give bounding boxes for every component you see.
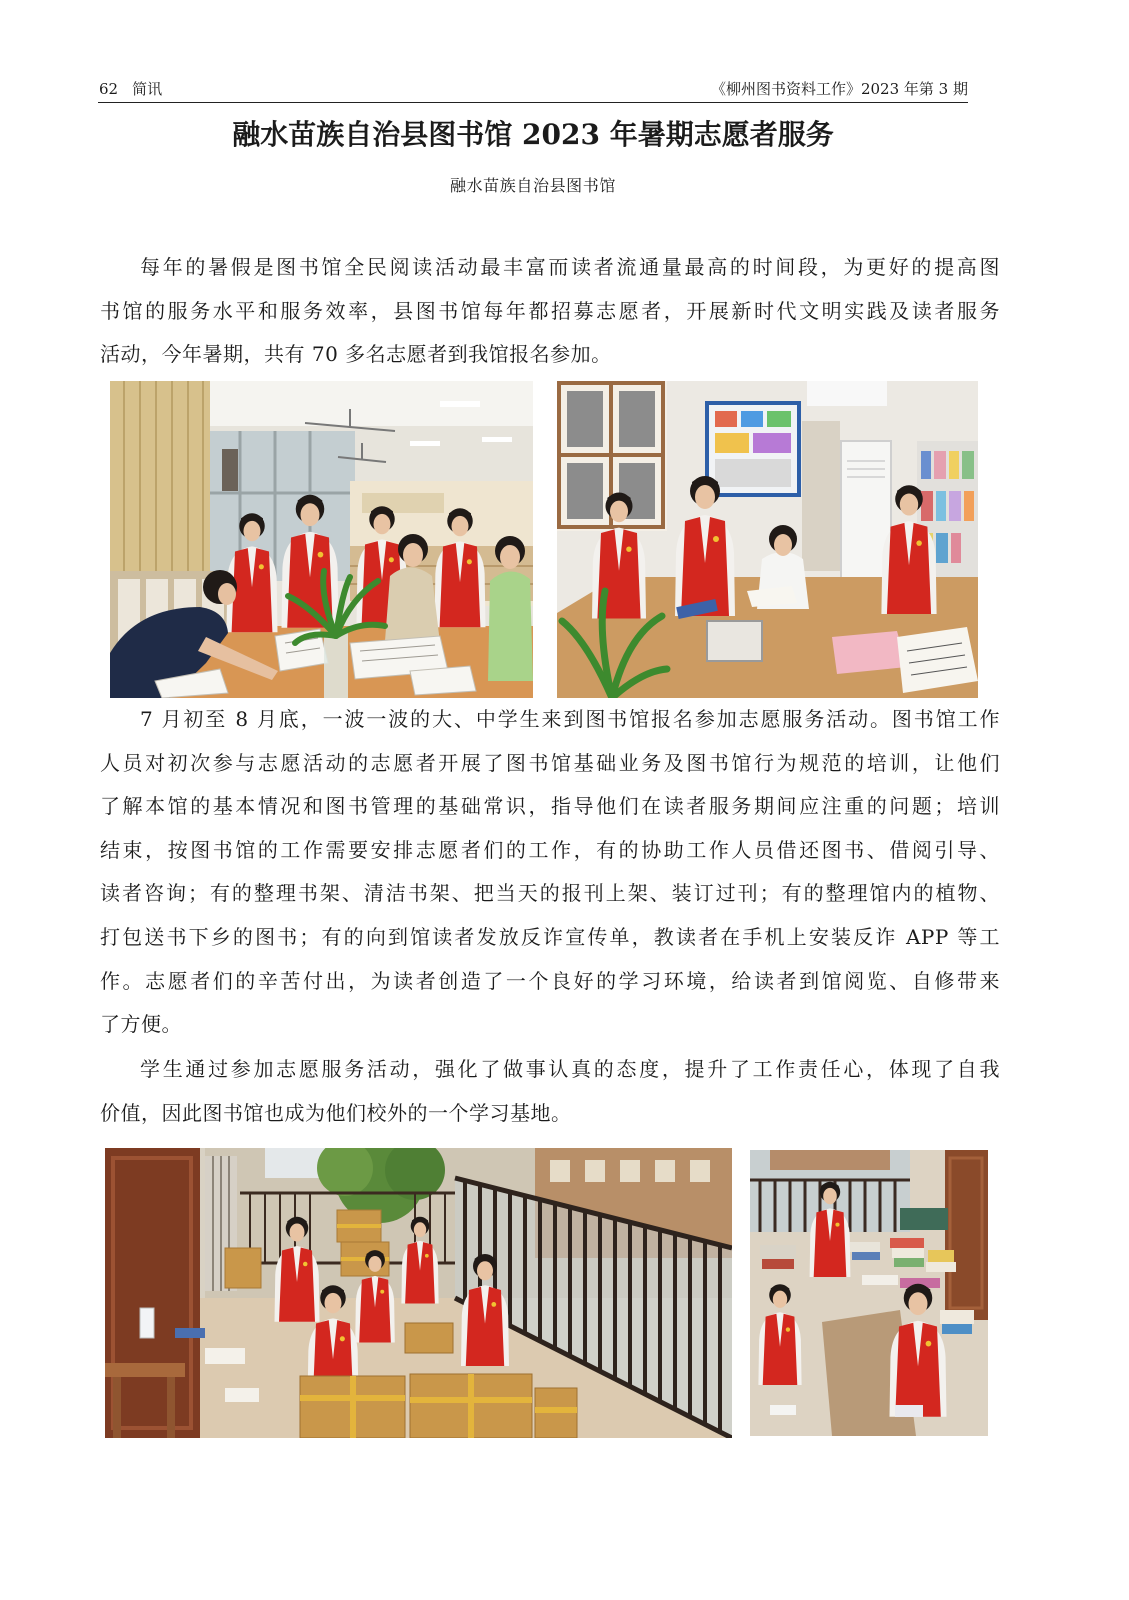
text-line: 打包送书下乡的图书；有的向到馆读者发放反诈宣传单，教读者在手机上安装反诈 APP 等工 xyxy=(100,924,1000,949)
text-line: 书馆的服务水平和服务效率，县图书馆每年都招募志愿者，开展新时代文明实践及读者服务 xyxy=(100,298,1000,323)
article-photo-2 xyxy=(557,381,978,698)
paragraph-3 xyxy=(100,1048,1000,1135)
text-line: 读者咨询；有的整理书架、清洁书架、把当天的报刊上架、装订过刊；有的整理馆内的植物、 xyxy=(100,881,1000,906)
text-line: 每年的暑假是图书馆全民阅读活动最丰富而读者流通量最高的时间段，为更好的提高图 xyxy=(140,255,1000,279)
text-line: 价值，因此图书馆也成为他们校外的一个学习基地。 xyxy=(100,1100,572,1125)
journal-issue: 《柳州图书资料工作》2023 年第 3 期 xyxy=(710,80,968,98)
header-rule xyxy=(98,102,968,103)
photo-illustration xyxy=(110,381,533,698)
text-line: 学生通过参加志愿服务活动，强化了做事认真的态度，提升了工作责任心，体现了自我 xyxy=(140,1057,1000,1081)
text-line: 人员对初次参与志愿活动的志愿者开展了图书馆基础业务及图书馆行为规范的培训，让他们 xyxy=(100,750,1000,775)
paragraph-2 xyxy=(100,698,1000,1047)
text-line: 作。志愿者们的辛苦付出，为读者创造了一个良好的学习环境，给读者到馆阅览、自修带来 xyxy=(100,968,1000,993)
section-name: 简讯 xyxy=(132,80,163,98)
article-photo-3 xyxy=(105,1148,732,1438)
page-number: 62 xyxy=(99,80,119,98)
paragraph-1 xyxy=(100,246,1000,377)
text-line: 了解本馆的基本情况和图书管理的基础常识，指导他们在读者服务期间应注重的问题；培训 xyxy=(100,794,1000,819)
text-line: 了方便。 xyxy=(100,1012,182,1037)
article-photo-1 xyxy=(110,381,533,698)
photo-illustration xyxy=(750,1150,988,1436)
article-author: 融水苗族自治县图书馆 xyxy=(449,176,616,195)
article-title: 融水苗族自治县图书馆 2023 年暑期志愿者服务 xyxy=(232,118,834,151)
photo-illustration xyxy=(105,1148,732,1438)
text-line: 活动，今年暑期，共有 70 多名志愿者到我馆报名参加。 xyxy=(100,342,612,367)
running-header-left xyxy=(99,79,162,99)
article-photo-4 xyxy=(750,1150,988,1436)
text-line: 结束，按图书馆的工作需要安排志愿者们的工作，有的协助工作人员借还图书、借阅引导、 xyxy=(100,837,1000,862)
text-line: 7 月初至 8 月底，一波一波的大、中学生来到图书馆报名参加志愿服务活动。图书馆工作 xyxy=(140,707,1000,731)
photo-illustration xyxy=(557,381,978,698)
